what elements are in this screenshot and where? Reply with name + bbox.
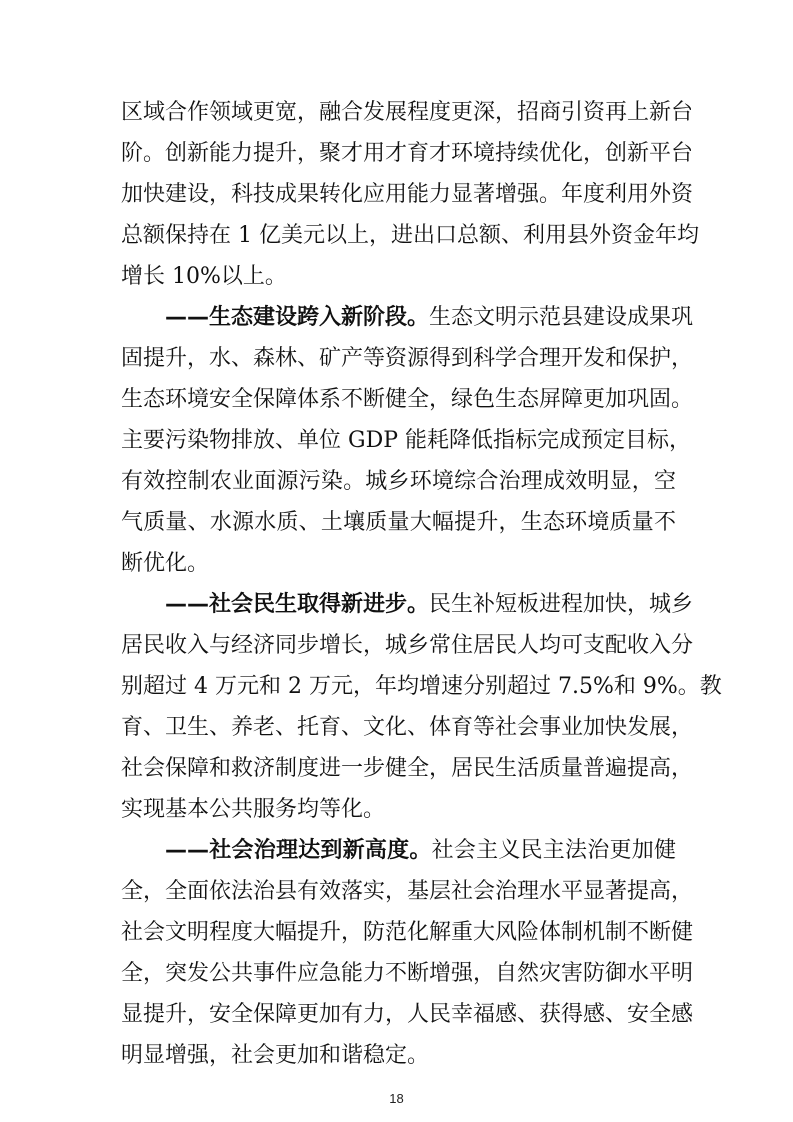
section-heading-livelihood: ——社会民生取得新进步。 — [165, 592, 430, 617]
body-line: 有效控制农业面源污染。城乡环境综合治理成效明显，空 — [121, 469, 676, 494]
section-first-line — [165, 584, 694, 626]
body-line: 气质量、水源水质、土壤质量大幅提升，生态环境质量不 — [121, 510, 676, 535]
body-line: 总额保持在 1 亿美元以上，进出口总额、利用县外资金年均 — [121, 223, 699, 248]
body-text: 社会主义民主法治更加健 — [431, 838, 676, 863]
section-heading-ecology: ——生态建设跨入新阶段。 — [165, 305, 430, 330]
body-line: 育、卫生、养老、托育、文化、体育等社会事业加快发展， — [121, 715, 694, 740]
section-first-line — [165, 297, 694, 339]
body-line: 社会保障和救济制度进一步健全，居民生活质量普遍提高， — [121, 756, 694, 781]
body-line: 社会文明程度大幅提升，防范化解重大风险体制机制不断健 — [121, 920, 694, 945]
body-line: 明显增强，社会更加和谐稳定。 — [121, 1043, 430, 1068]
body-line: 增长 10%以上。 — [121, 264, 287, 289]
body-line: 断优化。 — [121, 551, 210, 576]
body-line: 显提升，安全保障更加有力，人民幸福感、获得感、安全感 — [121, 1002, 694, 1027]
body-line: 居民收入与经济同步增长，城乡常住居民人均可支配收入分 — [121, 633, 694, 658]
section-first-line — [165, 830, 676, 872]
body-line: 阶。创新能力提升，聚才用才育才环境持续优化，创新平台 — [121, 141, 694, 166]
section-heading-governance: ——社会治理达到新高度。 — [165, 838, 432, 863]
body-line: 加快建设，科技成果转化应用能力显著增强。年度利用外资 — [121, 182, 694, 207]
body-text: 民生补短板进程加快，城乡 — [429, 592, 694, 617]
page-number: 18 — [389, 1091, 404, 1106]
body-line: 固提升，水、森林、矿产等资源得到科学合理开发和保护， — [121, 346, 694, 371]
body-line: 生态环境安全保障体系不断健全，绿色生态屏障更加巩固。 — [121, 387, 694, 412]
body-line: 区域合作领域更宽，融合发展程度更深，招商引资再上新台 — [121, 100, 694, 125]
body-line: 主要污染物排放、单位 GDP 能耗降低指标完成预定目标， — [121, 428, 692, 453]
body-line: 全，全面依法治县有效落实，基层社会治理水平显著提高， — [121, 879, 694, 904]
body-text: 生态文明示范县建设成果巩 — [429, 305, 694, 330]
body-line: 别超过 4 万元和 2 万元，年均增速分别超过 7.5%和 9%。教 — [121, 674, 722, 699]
body-line: 全，突发公共事件应急能力不断增强，自然灾害防御水平明 — [121, 961, 694, 986]
body-line: 实现基本公共服务均等化。 — [121, 797, 386, 822]
